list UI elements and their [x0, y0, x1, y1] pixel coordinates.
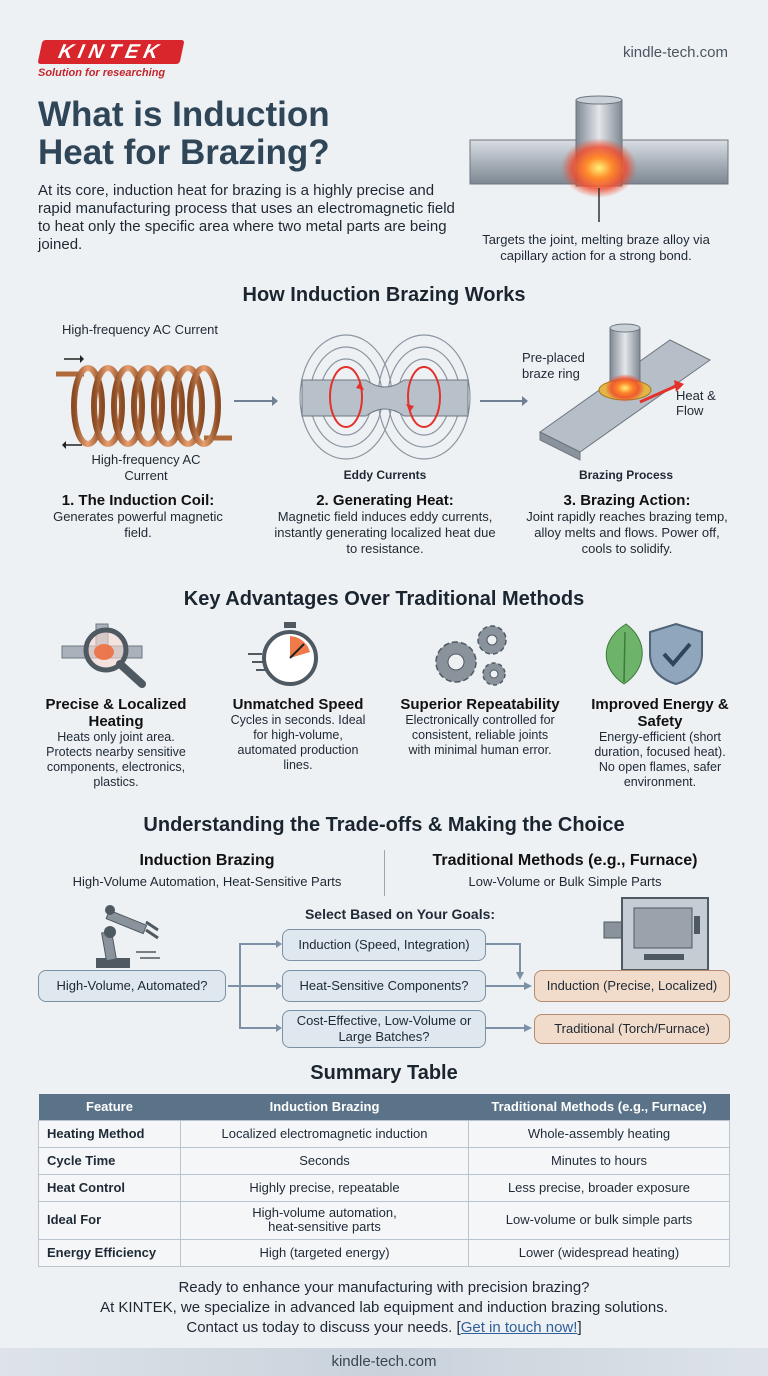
option-induction-speed: Induction (Speed, Integration)	[282, 929, 486, 961]
leaf-shield-icon	[596, 622, 708, 686]
table-row	[39, 1201, 730, 1239]
title-line-2: Heat for Brazing?	[38, 133, 330, 172]
table-cell: Cycle Time	[39, 1147, 181, 1174]
traditional-column-sub: Low-Volume or Bulk Simple Parts	[468, 874, 662, 889]
arrow-right-icon	[64, 354, 84, 364]
site-url-top[interactable]: kindle-tech.com	[622, 44, 728, 61]
select-goals-label: Select Based on Your Goals:	[304, 906, 496, 922]
table-row	[39, 1147, 730, 1174]
cta-line-1: Ready to enhance your manufacturing with precision brazing?	[178, 1279, 590, 1296]
table-cell: Heat Control	[39, 1174, 181, 1201]
flow-arrow-icon	[480, 396, 528, 406]
hero-caption: Targets the joint, melting braze alloy via capillary action for a strong bond.	[482, 232, 710, 263]
table-cell: Heating Method	[39, 1120, 181, 1147]
option-heat-sensitive: Heat-Sensitive Components?	[282, 970, 486, 1002]
table-row	[39, 1120, 730, 1147]
step-1-title: 1. The Induction Coil:	[61, 492, 215, 509]
table-cell: Lower (widespread heating)	[469, 1239, 730, 1266]
table-row	[39, 1239, 730, 1266]
eddy-currents-icon	[296, 330, 474, 464]
step-3-title: 3. Brazing Action:	[563, 492, 691, 509]
table-header-row	[39, 1094, 730, 1120]
table-header-cell: Induction Brazing	[181, 1094, 469, 1120]
table-cell: Energy Efficiency	[39, 1239, 181, 1266]
cta-line-3: Contact us today to discuss your needs. [Get in touch now!]	[186, 1319, 582, 1336]
braze-ring-label: Pre-placed braze ring	[522, 350, 585, 381]
option-cost-effective: Cost-Effective, Low-Volume or Large Batches?	[282, 1010, 486, 1048]
table-cell: Less precise, broader exposure	[469, 1174, 730, 1201]
step-1	[40, 492, 236, 541]
step-3-desc: Joint rapidly reaches brazing temp, alloy melts and flows. Power off, cools to solidify.	[526, 509, 728, 556]
furnace-icon	[604, 894, 714, 972]
induction-coil-icon	[56, 356, 232, 456]
result-traditional: Traditional (Torch/Furnace)	[534, 1014, 730, 1044]
table-cell: High (targeted energy)	[181, 1239, 469, 1266]
table-header-cell: Traditional Methods (e.g., Furnace)	[469, 1094, 730, 1120]
induction-column-head: Induction Brazing	[139, 852, 275, 869]
how-section-title: How Induction Brazing Works	[242, 284, 526, 306]
call-to-action	[0, 1278, 768, 1338]
table-cell: Localized electromagnetic induction	[181, 1120, 469, 1147]
traditional-column-head: Traditional Methods (e.g., Furnace)	[432, 852, 698, 869]
step-2-title: 2. Generating Heat:	[316, 492, 454, 509]
table-cell: High-volume automation, heat-sensitive parts	[181, 1201, 469, 1239]
eddy-currents-label: Eddy Currents	[343, 468, 427, 482]
coil-label-bottom: High-frequency AC Current	[91, 452, 201, 483]
heat-flow-label: Heat & Flow	[676, 388, 716, 418]
cta-line-3-text: Contact us today to discuss your needs.	[186, 1319, 453, 1336]
advantage-2-desc: Cycles in seconds. Ideal for high-volume, automated production lines.	[230, 713, 366, 772]
advantage-3	[400, 696, 560, 758]
intro-text: At its core, induction heat for brazing is a highly precise and rapid manufacturing process that uses an electromagnetic field to heat only the specific area where two metal parts are being joined.	[38, 182, 455, 253]
advantage-3-title: Superior Repeatability	[400, 696, 560, 713]
table-cell: Minutes to hours	[469, 1147, 730, 1174]
advantage-1-desc: Heats only joint area. Protects nearby sensitive components, electronics, plastics.	[46, 730, 186, 789]
decision-start: High-Volume, Automated?	[38, 970, 226, 1002]
gears-icon	[430, 622, 516, 688]
brand-tagline: Solution for researching	[38, 67, 166, 79]
advantage-3-desc: Electronically controlled for consistent, reliable joints with minimal human error.	[405, 713, 555, 757]
advantage-1-title: Precise & Localized Heating	[45, 696, 187, 730]
cta-line-2: At KINTEK, we specialize in advanced lab equipment and induction brazing solutions.	[100, 1299, 668, 1316]
coil-label-top: High-frequency AC Current	[61, 322, 219, 337]
step-3	[524, 492, 730, 557]
table-row	[39, 1174, 730, 1201]
step-1-desc: Generates powerful magnetic field.	[53, 509, 223, 540]
step-2-desc: Magnetic field induces eddy currents, instantly generating localized heat due to resistance.	[274, 509, 496, 556]
brazing-process-label: Brazing Process	[578, 468, 674, 482]
step-2	[272, 492, 498, 557]
advantages-section-title: Key Advantages Over Traditional Methods	[183, 588, 585, 610]
advantage-2	[226, 696, 370, 773]
summary-section-title: Summary Table	[310, 1062, 458, 1084]
table-cell: Low-volume or bulk simple parts	[469, 1201, 730, 1239]
table-header-cell: Feature	[39, 1094, 181, 1120]
advantage-4-desc: Energy-efficient (short duration, focused heat). No open flames, safer environment.	[594, 730, 726, 789]
robot-arm-icon	[86, 900, 166, 970]
table-cell: Highly precise, repeatable	[181, 1174, 469, 1201]
brazed-joint-illustration	[468, 96, 730, 226]
column-divider	[384, 850, 385, 896]
induction-column-sub: High-Volume Automation, Heat-Sensitive Parts	[72, 874, 342, 889]
summary-table	[38, 1094, 730, 1267]
magnifier-icon	[62, 622, 158, 688]
page-title	[38, 96, 438, 172]
flow-arrow-icon	[234, 396, 278, 406]
table-cell: Ideal For	[39, 1201, 181, 1239]
tradeoffs-section-title: Understanding the Trade-offs & Making the Choice	[143, 814, 625, 836]
advantage-4-title: Improved Energy & Safety	[591, 696, 729, 730]
table-cell: Seconds	[181, 1147, 469, 1174]
advantage-1	[40, 696, 192, 790]
stopwatch-icon	[248, 620, 324, 688]
get-in-touch-link[interactable]: Get in touch now!	[460, 1319, 578, 1336]
result-induction: Induction (Precise, Localized)	[534, 970, 730, 1002]
advantage-2-title: Unmatched Speed	[232, 696, 364, 713]
arrow-left-icon	[62, 440, 82, 450]
advantage-4	[588, 696, 732, 790]
table-cell: Whole-assembly heating	[469, 1120, 730, 1147]
title-line-1: What is Induction	[38, 95, 330, 134]
site-url-bottom[interactable]: kindle-tech.com	[331, 1353, 437, 1370]
brand-logo: KINTEK	[37, 40, 184, 64]
